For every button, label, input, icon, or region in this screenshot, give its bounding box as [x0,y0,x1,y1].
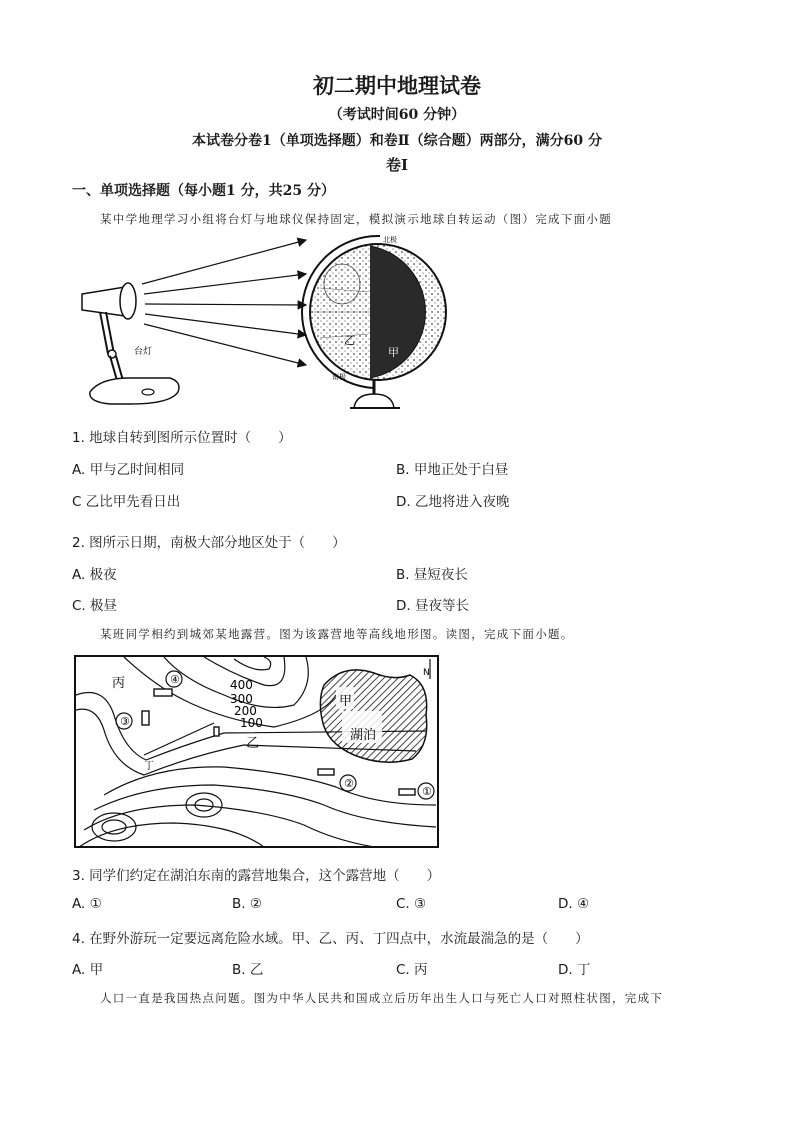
q2-option-a[interactable]: A. 极夜 [72,567,117,583]
q3-option-c[interactable]: C. ③ [396,896,427,912]
contour-400: 400 [230,678,253,692]
lamp-drawing [82,283,179,404]
q2-option-b[interactable]: B. 昼短夜长 [396,567,468,583]
q4-option-a[interactable]: A. 甲 [72,962,104,978]
point-ding-label: 丁 [144,761,154,772]
marker-1: ① [422,785,432,798]
q2-option-c[interactable]: C. 极昼 [72,598,118,614]
globe-drawing [302,236,446,408]
q1-option-a[interactable]: A. 甲与乙时间相同 [72,462,185,478]
lamp-label: 台灯 [134,347,153,357]
q3-option-b[interactable]: B. ② [232,896,262,912]
point-yi-map-label: 乙 [246,736,260,751]
south-pole-label: 南极 [332,373,346,381]
marker-3: ③ [120,715,130,728]
figure-lamp-globe [70,232,450,418]
question-2: 2. 图所示日期，南极大部分地区处于（ ） [72,535,346,551]
question-1: 1. 地球自转到图所示位置时（ ） [72,430,292,446]
contour-300: 300 [230,692,253,706]
point-jia-map-label: 甲 [339,694,353,709]
intro-text-2: 某班同学相约到城郊某地露营。图为该露营地等高线地形图。读图，完成下面小题。 [100,627,574,641]
q4-option-c[interactable]: C. 丙 [396,962,428,978]
question-4: 4. 在野外游玩一定要远离危险水域。甲、乙、丙、丁四点中，水流最湍急的是（ ） [72,931,589,947]
q1-option-c[interactable]: C 乙比甲先看日出 [72,494,181,510]
intro-text-3: 人口一直是我国热点问题。图为中华人民共和国成立后历年出生人口与死亡人口对照柱状图，完成下 [100,991,664,1005]
point-bing-label: 丙 [112,676,126,691]
q3-option-d[interactable]: D. ④ [558,896,590,912]
marker-4: ④ [170,673,180,686]
q1-option-d[interactable]: D. 乙地将进入夜晚 [396,494,510,510]
contour-200: 200 [234,704,257,718]
point-jia-label: 甲 [388,346,399,359]
q1-option-b[interactable]: B. 甲地正处于白昼 [396,462,509,478]
light-rays [142,240,306,365]
q4-option-d[interactable]: D. 丁 [558,962,591,978]
north-arrow-label: N [423,668,430,678]
page-title: 初二期中地理试卷 [313,73,481,98]
figure-contour-map [74,655,440,849]
north-pole-label: 北极 [383,236,397,244]
q2-option-d[interactable]: D. 昼夜等长 [396,598,469,614]
contour-100: 100 [240,716,263,730]
volume-label: 卷Ⅰ [385,156,409,174]
section-heading: 一、单项选择题（每小题1 分，共25 分） [72,183,335,199]
intro-text-1: 某中学地理学习小组将台灯与地球仪保持固定，模拟演示地球自转运动（图）完成下面小题 [100,212,612,226]
point-yi-label: 乙 [344,334,355,347]
q3-option-a[interactable]: A. ① [72,896,102,912]
exam-time: （考试时间60 分钟） [328,107,466,123]
lake-label: 湖泊 [350,728,377,743]
exam-structure: 本试卷分卷1（单项选择题）和卷Ⅱ（综合题）两部分，满分60 分 [192,133,602,149]
q4-option-b[interactable]: B. 乙 [232,962,264,978]
marker-2: ② [344,777,354,790]
question-3: 3. 同学们约定在湖泊东南的露营地集合，这个露营地（ ） [72,868,441,884]
